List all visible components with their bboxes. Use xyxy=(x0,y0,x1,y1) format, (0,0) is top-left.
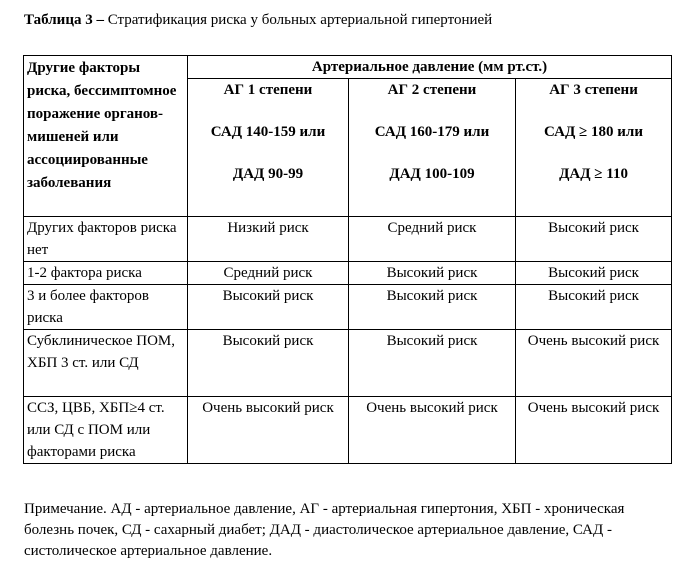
stage-3-header xyxy=(516,79,672,217)
risk-cell: Очень высокий риск xyxy=(516,397,672,464)
risk-cell: Средний риск xyxy=(188,262,349,285)
row-label: 3 и более факторов риска xyxy=(24,285,188,330)
risk-cell: Высокий риск xyxy=(349,285,516,330)
stage-3-sad: САД ≥ 180 или xyxy=(544,124,643,140)
row-label: Других факторов риска нет xyxy=(24,217,188,262)
stage-1-sad: САД 140-159 или xyxy=(210,124,326,140)
row-label: 1-2 фактора риска xyxy=(24,262,188,285)
risk-cell: Очень высокий риск xyxy=(188,397,349,464)
table-caption xyxy=(24,10,492,30)
risk-cell: Средний риск xyxy=(349,217,516,262)
caption-number: Таблица 3 – xyxy=(24,12,104,28)
caption-text: Стратификация риска у больных артериальной гипертонией xyxy=(103,12,493,28)
risk-cell: Высокий риск xyxy=(349,262,516,285)
table-row xyxy=(24,330,672,397)
blood-pressure-header: Артериальное давление (мм рт.ст.) xyxy=(188,56,672,79)
table-row xyxy=(24,397,672,464)
stage-2-header xyxy=(349,79,516,217)
risk-cell: Высокий риск xyxy=(188,330,349,397)
risk-cell: Очень высокий риск xyxy=(349,397,516,464)
table-row xyxy=(24,285,672,330)
stage-3-name: АГ 3 степени xyxy=(549,82,638,98)
row-label: ССЗ, ЦВБ, ХБП≥4 ст. или СД с ПОМ или факторами риска xyxy=(24,397,188,464)
stage-3-dad: ДАД ≥ 110 xyxy=(559,166,628,182)
table-row xyxy=(24,217,672,262)
risk-cell: Очень высокий риск xyxy=(516,330,672,397)
stage-1-name: АГ 1 степени xyxy=(223,82,313,98)
stage-2-sad: САД 160-179 или xyxy=(374,124,490,140)
risk-cell: Высокий риск xyxy=(516,262,672,285)
table-note: Примечание. АД - артериальное давление, АГ - артериальная гипертония, ХБП - хроническая болезнь почек, СД - сахарный диабет; ДАД - диастолическое артериальное давление, САД - систолическое артериальное давление. xyxy=(24,501,625,559)
table-row xyxy=(24,262,672,285)
factors-header: Другие факторы риска, бессимптомное поражение органов-мишеней или ассоциированные заболевания xyxy=(24,56,188,217)
risk-cell: Высокий риск xyxy=(188,285,349,330)
risk-cell: Высокий риск xyxy=(349,330,516,397)
stage-2-name: АГ 2 степени xyxy=(387,82,477,98)
table-header-row xyxy=(24,56,672,79)
risk-cell: Низкий риск xyxy=(188,217,349,262)
stage-1-dad: ДАД 90-99 xyxy=(232,166,304,182)
stage-2-dad: ДАД 100-109 xyxy=(389,166,475,182)
stage-1-header xyxy=(188,79,349,217)
risk-cell: Высокий риск xyxy=(516,285,672,330)
row-label: Субклиническое ПОМ, ХБП 3 ст. или СД xyxy=(24,330,188,397)
risk-cell: Высокий риск xyxy=(516,217,672,262)
risk-stratification-table xyxy=(23,55,672,464)
